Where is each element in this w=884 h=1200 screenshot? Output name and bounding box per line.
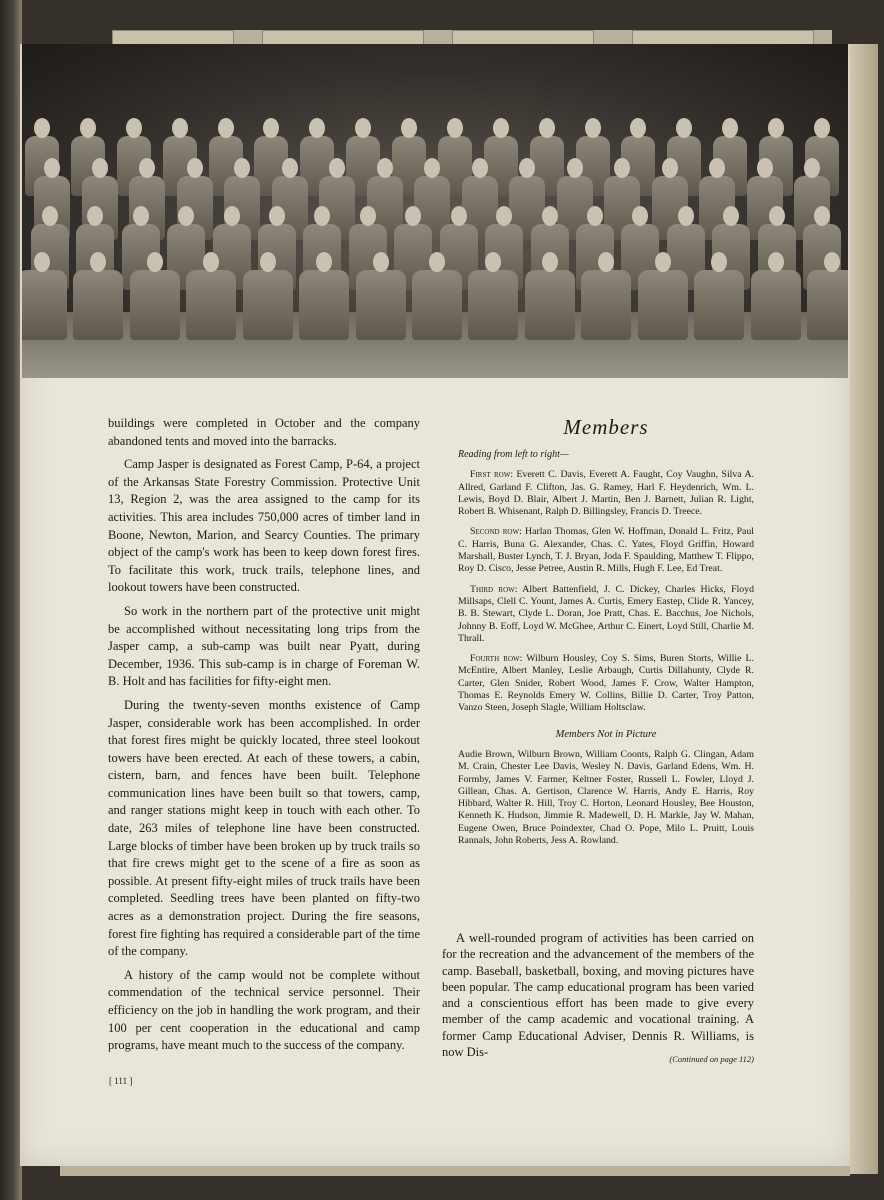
person-head xyxy=(630,118,646,138)
person-head xyxy=(587,206,603,226)
paragraph: A history of the camp would not be complete without commendation of the technical service personnel. Their efficiency on the job in handling the work program, and their 100 per cent cooperation in the educational and camp programs, have meant much to the success of the company. xyxy=(108,967,420,1053)
member-row xyxy=(458,469,754,518)
person-figure xyxy=(299,270,349,340)
member-row xyxy=(458,584,754,645)
page-edge-right xyxy=(850,44,878,1174)
person-head xyxy=(451,206,467,226)
person-head xyxy=(632,206,648,226)
person-figure xyxy=(468,270,518,340)
person-figure xyxy=(356,270,406,340)
not-in-picture-list: Audie Brown, Wilburn Brown, William Coonts, Ralph G. Clingan, Adam M. Crain, Chester Lee Davis, Wesley N. Davis, Garland Edens, Wm. H. Formby, James V. Farmer, Keltner Foster, Russell L. Fowler, Lloyd J. Gillean, Chas. A. Gertison, Clarence W. Harris, Andy E. Harris, Roy Hibbard, Walter R. Hill, Troy C. Horton, Leonard Housley, Bee Houston, Kenneth K. Hudson, Jimmie R. Madewell, D. H. Markle, Jay W. Mahan, Eugene Owen, Bruce Poindexter, Chad O. Pope, Milo L. Pruitt, Louis Rannals, John Roberts, Jess A. Rowland. xyxy=(458,748,754,847)
person-head xyxy=(824,252,840,272)
person-head xyxy=(757,158,773,178)
person-head xyxy=(401,118,417,138)
person-head xyxy=(585,118,601,138)
person-head xyxy=(187,158,203,178)
members-column xyxy=(458,415,754,847)
person-head xyxy=(768,252,784,272)
person-head xyxy=(424,158,440,178)
row-names: Harlan Thomas, Glen W. Hoffman, Donald L. Fritz, Paul C. Harris, Buna G. Alexander, Chas. C. Yates, Floyd Griffin, Howard Marshall, Buster Lynch, T. J. Bryan, Joda F. Spaulding, Matthew T. Flippo, Roy D. Cisco, Jesse Petree, Austin R. Mills, Hugh F. Lee, Ed Treat. xyxy=(458,526,755,575)
person-head xyxy=(34,118,50,138)
row-label: Fourth row: xyxy=(470,653,523,665)
row-names: Wilburn Housley, Coy S. Sims, Buren Storts, Willie L. McEntire, Albert Manley, Leslie Arbaugh, Curtis Dillahunty, Clyde R. Carter, Glen Snider, Robert Wood, James F. Crow, Walter Hampton, Thomas E. Reynolds Emery W. Collins, Billie D. Carter, Troy Patton, Vanzo Steen, Joseph Slagle, William Holtsclaw. xyxy=(458,653,754,714)
person-figure xyxy=(581,270,631,340)
person-head xyxy=(723,206,739,226)
person-head xyxy=(768,118,784,138)
person-head xyxy=(804,158,820,178)
person-figure xyxy=(186,270,236,340)
person-head xyxy=(655,252,671,272)
person-head xyxy=(496,206,512,226)
row-names: Albert Battenfield, J. C. Dickey, Charles Hicks, Floyd Millsaps, Clell C. Yount, James A. Curtis, Emery Eastep, Clide R. Yancey, B. B. Stewart, Clyde L. Doran, Joe Pratt, Chas. E. Bacchus, Joe Nichols, Johnny B. Eoff, Loyd W. McGhee, Arthur C. Einert, Loyd Still, Charlie M. Thrall. xyxy=(458,583,754,644)
person-head xyxy=(234,158,250,178)
person-head xyxy=(709,158,725,178)
person-head xyxy=(493,118,509,138)
person-head xyxy=(224,206,240,226)
person-head xyxy=(377,158,393,178)
person-figure xyxy=(751,270,801,340)
person-head xyxy=(447,118,463,138)
paragraph: So work in the northern part of the protective unit might be accomplished without necessitating long trips from the Jasper camp, a sub-camp was built near Pyatt, during December, 1936. This sub-camp is in charge of Foreman W. B. Holt and has facilities for fifty-eight men. xyxy=(108,603,420,689)
person-head xyxy=(542,206,558,226)
person-head xyxy=(676,118,692,138)
person-head xyxy=(269,206,285,226)
person-head xyxy=(92,158,108,178)
person-head xyxy=(814,118,830,138)
person-figure xyxy=(130,270,180,340)
person-figure xyxy=(412,270,462,340)
page-number: [ 111 ] xyxy=(109,1076,133,1086)
row-names: Everett C. Davis, Everett A. Faught, Coy Vaughn, Silva A. Allred, Garland F. Clifton, Jas. G. Ramey, Harl F. Heydenrich, Wm. L. Lewis, Boyd D. Blair, Albert J. Martin, Ben J. Barnett, Julian R. Light, Robert B. Whisenant, Ralph D. Billingsley, Francis D. Treece. xyxy=(458,469,755,518)
person-head xyxy=(360,206,376,226)
person-head xyxy=(429,252,445,272)
person-head xyxy=(309,118,325,138)
person-head xyxy=(472,158,488,178)
members-title: Members xyxy=(563,415,649,439)
person-head xyxy=(147,252,163,272)
paragraph: Camp Jasper is designated as Forest Camp, P-64, a project of the Arkansas State Forestry Commission. Protective Unit 13, Region 2, was the area assigned to the camp for its activities. This area includes 750,000 acres of timber land in Boone, Newton, Marion, and Searcy Counties. The primary object of the camp's work has been to keep down forest fires. To facilitate this work, truck trails, telephone lines, and lookout towers have been constructed. xyxy=(108,457,420,595)
row-label: Second row: xyxy=(470,526,522,538)
person-head xyxy=(263,118,279,138)
book-binding xyxy=(0,0,22,1200)
person-figure xyxy=(638,270,688,340)
row-label: Third row: xyxy=(470,583,518,595)
person-head xyxy=(373,252,389,272)
person-head xyxy=(769,206,785,226)
person-head xyxy=(80,118,96,138)
person-head xyxy=(355,118,371,138)
person-head xyxy=(282,158,298,178)
member-row xyxy=(458,653,754,714)
person-head xyxy=(329,158,345,178)
person-head xyxy=(218,118,234,138)
person-head xyxy=(614,158,630,178)
paragraph: During the twenty-seven months existence of Camp Jasper, considerable work has been accomplished. In order that forest fires might be quickly located, three steel lookout towers have been erected. At each of these towers, a cabin, cistern, barn, and fences have been built. Telephone communication lines have been built so that towers, camp, and ranger stations might keep in touch with each other. To date, 263 miles of telephone line have been constructed. Large blocks of timber have been broken up by truck trails so that fire crews might get to the scene of a fire as soon as possible. At present fifty-eight miles of truck trails have been completed. Seedling trees have been planted on fifty-two acres as a demonstration project. During the fire seasons, forest fire fighting has required a considerable part of the time of the company. xyxy=(108,697,420,959)
person-head xyxy=(34,252,50,272)
person-head xyxy=(44,158,60,178)
person-figure xyxy=(807,270,848,340)
member-row xyxy=(458,526,754,575)
person-figure xyxy=(22,270,67,340)
not-in-picture-heading: Members Not in Picture xyxy=(555,728,657,740)
person-figure xyxy=(694,270,744,340)
person-head xyxy=(539,118,555,138)
person-head xyxy=(542,252,558,272)
left-column xyxy=(108,415,420,1061)
person-head xyxy=(678,206,694,226)
person-head xyxy=(662,158,678,178)
person-head xyxy=(567,158,583,178)
person-figure xyxy=(525,270,575,340)
person-figure xyxy=(73,270,123,340)
activities-paragraph: A well-rounded program of activities has been carried on for the recreation and the advancement of the members of the camp. Baseball, basketball, boxing, and moving pictures have been popular. The camp educational program has been varied and a conscientious effort has been made to give every member of the camp academic and vocational training. A former Camp Educational Adviser, Dennis R. Williams, is now Dis- xyxy=(442,931,754,1060)
reading-note: Reading from left to right— xyxy=(458,449,569,460)
continued-note: (Continued on page 112) xyxy=(669,1054,754,1064)
person-head xyxy=(814,206,830,226)
person-head xyxy=(126,118,142,138)
person-head xyxy=(260,252,276,272)
person-head xyxy=(519,158,535,178)
person-head xyxy=(172,118,188,138)
row-label: First row: xyxy=(470,469,514,481)
group-photo xyxy=(22,44,848,378)
person-head xyxy=(133,206,149,226)
paragraph: buildings were completed in October and the company abandoned tents and moved into the barracks. xyxy=(108,416,420,448)
person-head xyxy=(722,118,738,138)
person-head xyxy=(139,158,155,178)
person-figure xyxy=(243,270,293,340)
person-head xyxy=(42,206,58,226)
